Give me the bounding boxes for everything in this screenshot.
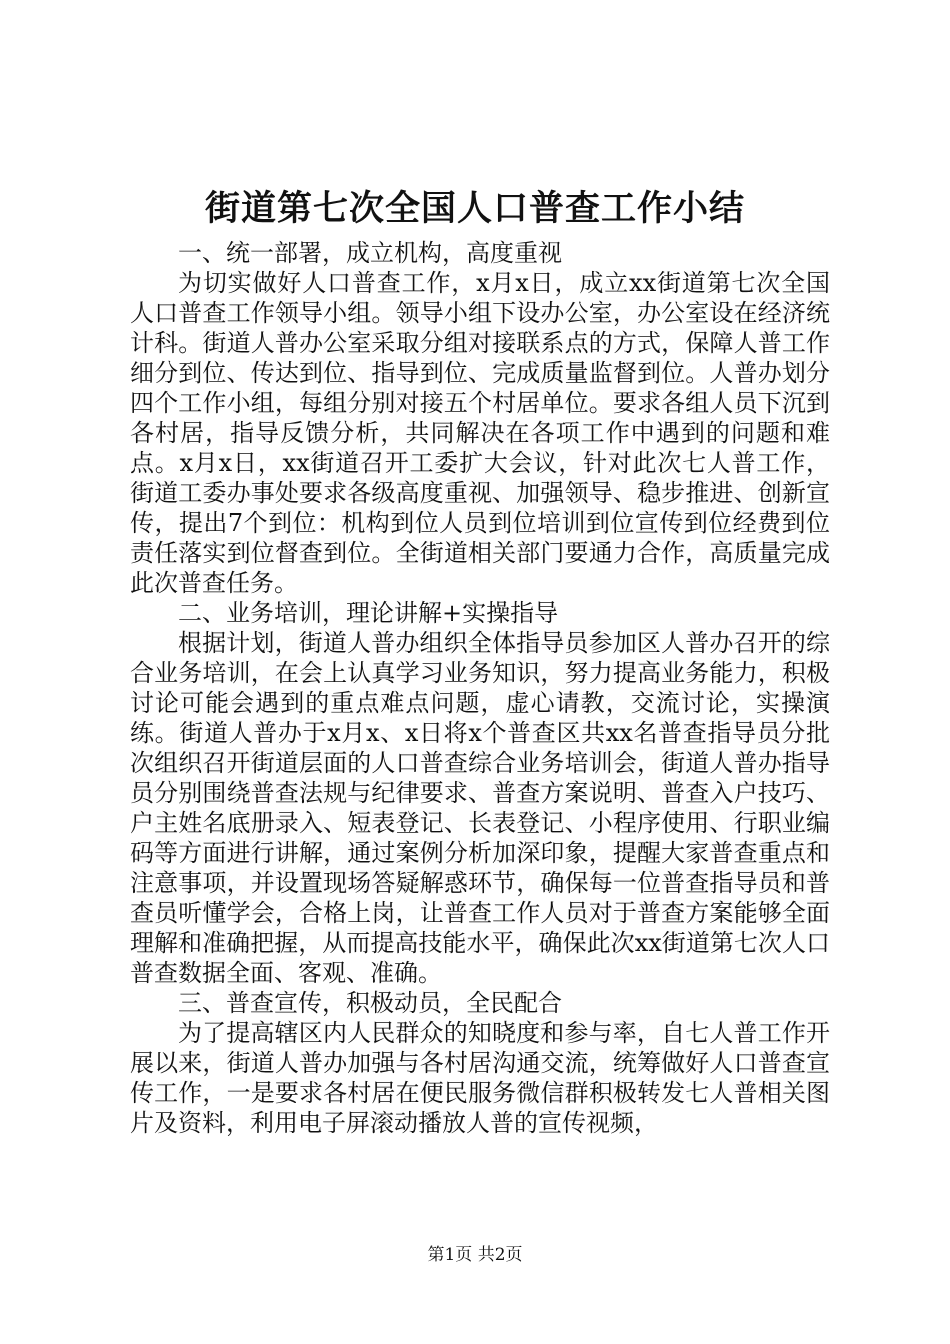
section-heading-3: 三、普查宣传，积极动员，全民配合 [178,989,562,1017]
document-body [130,238,830,1138]
page-number-footer: 第1页 共2页 [427,1245,523,1265]
section-paragraph-3: 为了提高辖区内人民群众的知晓度和参与率，自七人普工作开展以来，街道人普办加强与各村居沟通交流，统筹做好人口普查宣传工作，一是要求各村居在便民服务微信群积极转发七人普相关图片及资料，利用电子屏滚动播放人普的宣传视频， [130,1019,830,1137]
section-heading-1: 一、统一部署，成立机构，高度重视 [178,239,562,267]
section-paragraph-2: 根据计划，街道人普办组织全体指导员参加区人普办召开的综合业务培训，在会上认真学习业务知识，努力提高业务能力，积极讨论可能会遇到的重点难点问题，虚心请教，交流讨论，实操演练。街道人普办于x月x、x日将x个普查区共xx名普查指导员分批次组织召开街道层面的人口普查综合业务培训会，街道人普办指导员分别围绕普查法规与纪律要求、普查方案说明、普查入户技巧、户主姓名底册录入、短表登记、长表登记、小程序使用、行职业编码等方面进行讲解，通过案例分析加深印象，提醒大家普查重点和注意事项，并设置现场答疑解惑环节，确保每一位普查指导员和普查员听懂学会，合格上岗，让普查工作人员对于普查方案能够全面理解和准确把握，从而提高技能水平，确保此次xx街道第七次人口普查数据全面、客观、准确。 [130,629,830,987]
document-title: 街道第七次全国人口普查工作小结 [204,188,745,229]
section-paragraph-1: 为切实做好人口普查工作，x月x日，成立xx街道第七次全国人口普查工作领导小组。领导小组下设办公室，办公室设在经济统计科。街道人普办公室采取分组对接联系点的方式，保障人普工作细分到位、传达到位、指导到位、完成质量监督到位。人普办划分四个工作小组，每组分别对接五个村居单位。要求各组人员下沉到各村居，指导反馈分析，共同解决在各项工作中遇到的问题和难点。x月x日，xx街道召开工委扩大会议，针对此次七人普工作，街道工委办事处要求各级高度重视、加强领导、稳步推进、创新宣传，提出7个到位：机构到位人员到位培训到位宣传到位经费到位责任落实到位督查到位。全街道相关部门要通力合作，高质量完成此次普查任务。 [130,269,830,597]
section-heading-2: 二、业务培训，理论讲解+实操指导 [178,599,559,627]
